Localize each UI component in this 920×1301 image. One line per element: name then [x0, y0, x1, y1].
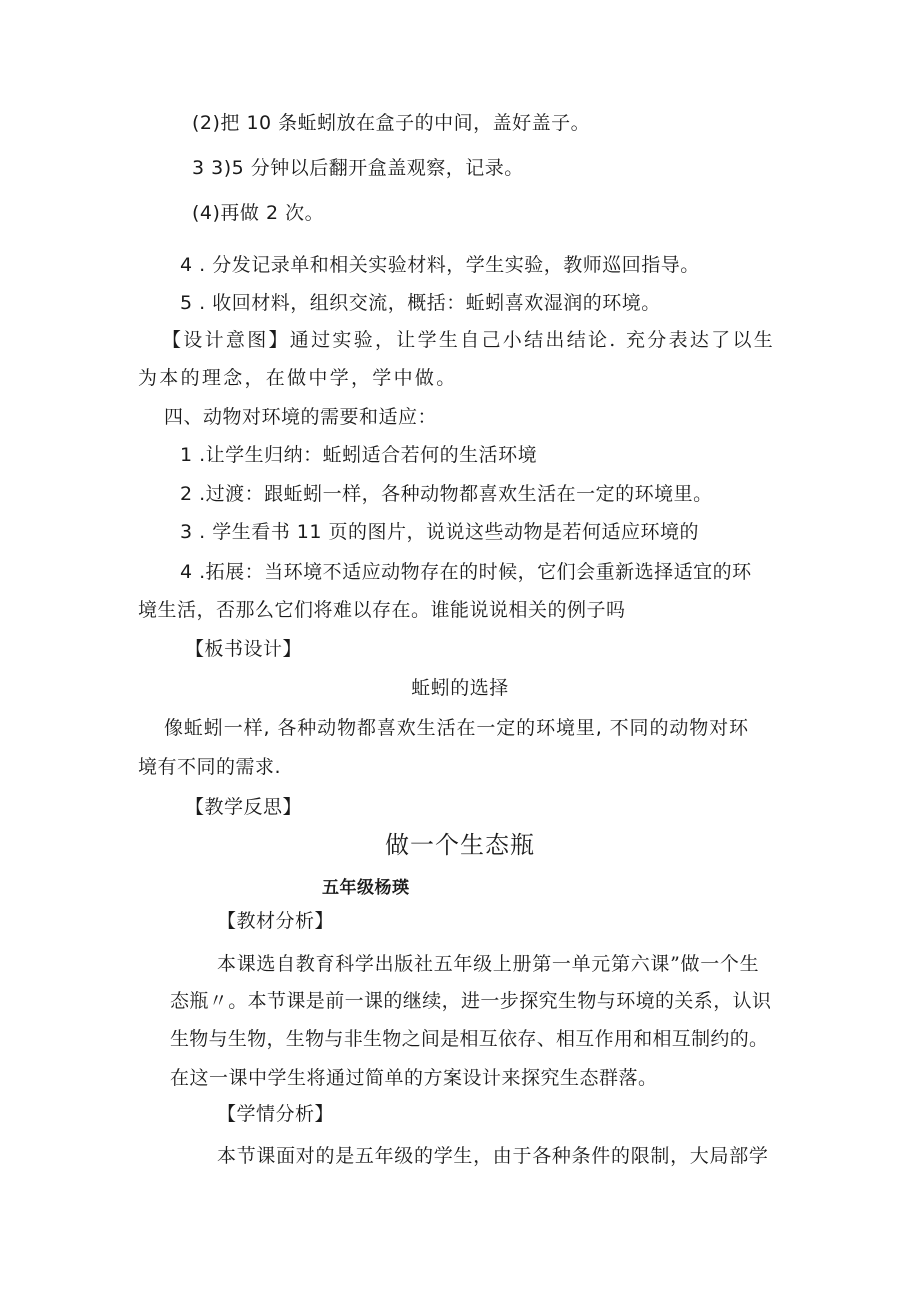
reflection-heading: 【教学反思】: [185, 796, 303, 818]
material-line-3: 生物与生物，生物与非生物之间是相互依存、相互作用和相互制约的。: [170, 1028, 769, 1050]
section-4-item-3: 3 . 学生看书 11 页的图片，说说这些动物是若何适应环境的: [180, 521, 699, 543]
board-title: 蚯蚓的选择: [411, 677, 509, 699]
lesson-title: 做一个生态瓶: [385, 831, 535, 859]
design-intent-line-1: 【设计意图】通过实验，让学生自己小结出结论. 充分表达了以生: [162, 329, 776, 351]
section-4-item-4-line-1: 4 .拓展：当环境不适应动物存在的时候，它们会重新选择适宜的环: [180, 561, 752, 583]
section-4-item-2: 2 .过渡：跟蚯蚓一样，各种动物都喜欢生活在一定的环境里。: [180, 483, 713, 505]
material-line-2: 态瓶〃。本节课是前一课的继续，进一步探究生物与环境的关系，认识: [170, 990, 772, 1012]
design-intent-line-2: 为本的理念，在做中学，学中做。: [138, 367, 458, 389]
section-4-heading: 四、动物对环境的需要和适应：: [164, 406, 438, 428]
lesson-author: 五年级杨瑛: [322, 878, 410, 898]
material-analysis-heading: 【教材分析】: [217, 910, 335, 932]
step-2: (2)把 10 条蚯蚓放在盒子的中间，盖好盖子。: [192, 112, 591, 134]
student-line-1: 本节课面对的是五年级的学生，由于各种条件的限制，大局部学: [217, 1145, 769, 1167]
material-line-1: 本课选自教育科学出版社五年级上册第一单元第六课”做一个生: [217, 953, 760, 975]
procedure-item-5: 5 . 收回材料，组织交流，概括：蚯蚓喜欢湿润的环境。: [180, 292, 661, 314]
section-4-item-4-line-2: 境生活，否那么它们将难以存在。谁能说说相关的例子吗: [138, 599, 626, 621]
section-4-item-1: 1 .让学生归纳：蚯蚓适合若何的生活环境: [180, 444, 538, 466]
procedure-item-4: 4 . 分发记录单和相关实验材料，学生实验，教师巡回指导。: [180, 254, 700, 276]
material-line-4: 在这一课中学生将通过简单的方案设计来探究生态群落。: [170, 1067, 658, 1089]
board-line-1: 像蚯蚓一样, 各种动物都喜欢生活在一定的环境里, 不同的动物对环: [164, 717, 749, 739]
step-4: (4)再做 2 次。: [192, 202, 325, 224]
board-heading: 【板书设计】: [185, 638, 303, 660]
student-analysis-heading: 【学情分析】: [217, 1103, 335, 1125]
step-3: 3 3)5 分钟以后翻开盒盖观察，记录。: [192, 157, 524, 179]
board-line-2: 境有不同的需求.: [138, 756, 282, 778]
